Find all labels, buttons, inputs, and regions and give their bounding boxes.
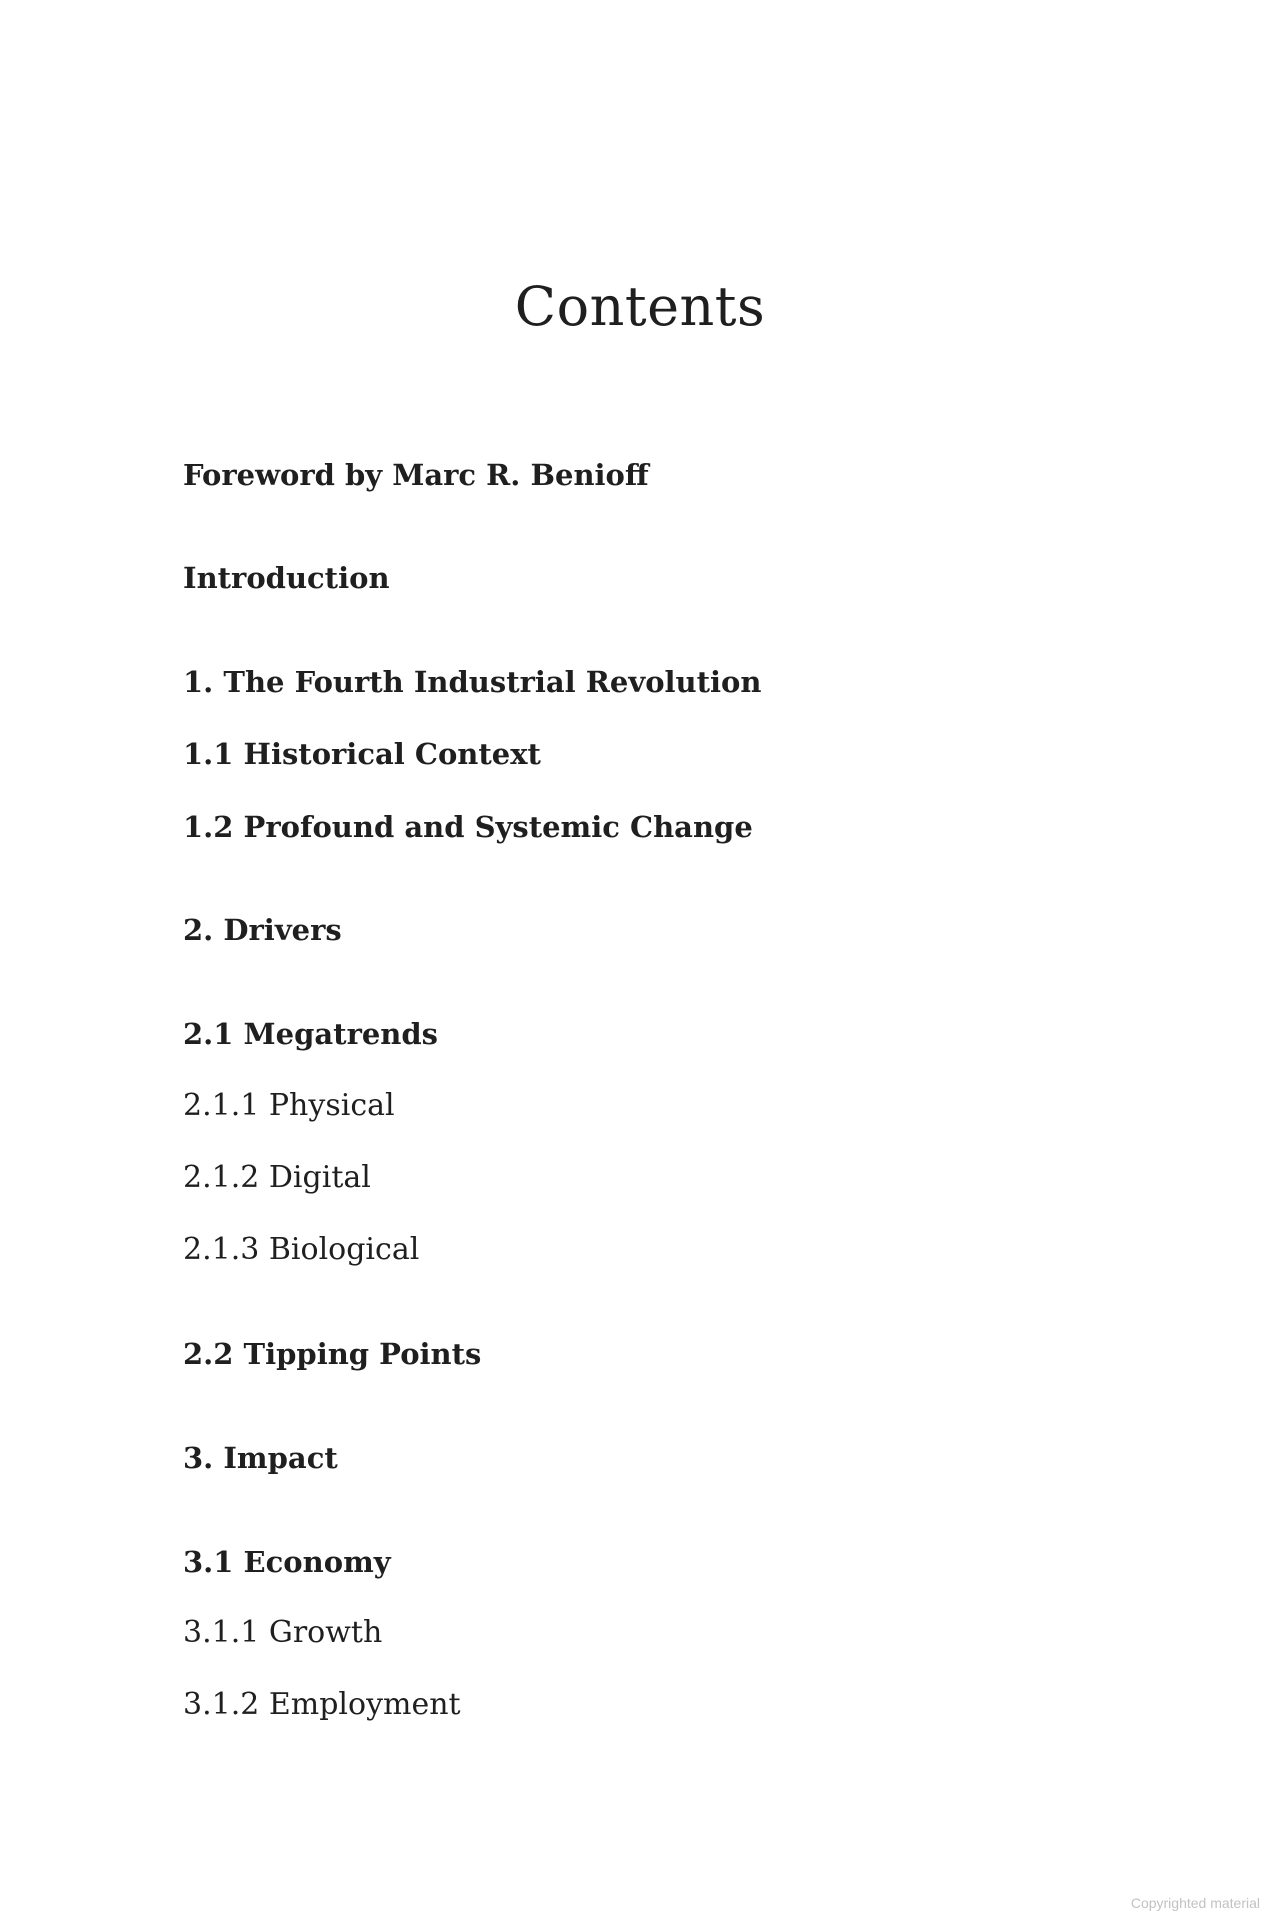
toc-entry-section-3-1-1[interactable]: 3.1.1 Growth <box>183 1615 383 1650</box>
toc-entry-chapter-3[interactable]: 3. Impact <box>183 1441 338 1475</box>
toc-entry-section-3-1-2[interactable]: 3.1.2 Employment <box>183 1687 461 1722</box>
toc-entry-section-2-1-1[interactable]: 2.1.1 Physical <box>183 1088 395 1123</box>
toc-entry-section-2-1[interactable]: 2.1 Megatrends <box>183 1017 438 1051</box>
toc-entry-section-2-1-3[interactable]: 2.1.3 Biological <box>183 1232 420 1267</box>
toc-entry-section-1-1[interactable]: 1.1 Historical Context <box>183 737 541 771</box>
toc-entry-section-1-2[interactable]: 1.2 Profound and Systemic Change <box>183 810 753 844</box>
copyright-watermark: Copyrighted material <box>1130 1895 1260 1911</box>
toc-entry-chapter-1[interactable]: 1. The Fourth Industrial Revolution <box>183 665 762 699</box>
toc-entry-chapter-2[interactable]: 2. Drivers <box>183 913 342 947</box>
toc-entry-section-2-1-2[interactable]: 2.1.2 Digital <box>183 1160 371 1195</box>
toc-entry-introduction[interactable]: Introduction <box>183 561 390 595</box>
toc-entry-section-3-1[interactable]: 3.1 Economy <box>183 1545 391 1579</box>
toc-entry-section-2-2[interactable]: 2.2 Tipping Points <box>183 1337 482 1371</box>
page-title: Contents <box>514 275 766 338</box>
toc-entry-foreword[interactable]: Foreword by Marc R. Benioff <box>183 458 649 492</box>
